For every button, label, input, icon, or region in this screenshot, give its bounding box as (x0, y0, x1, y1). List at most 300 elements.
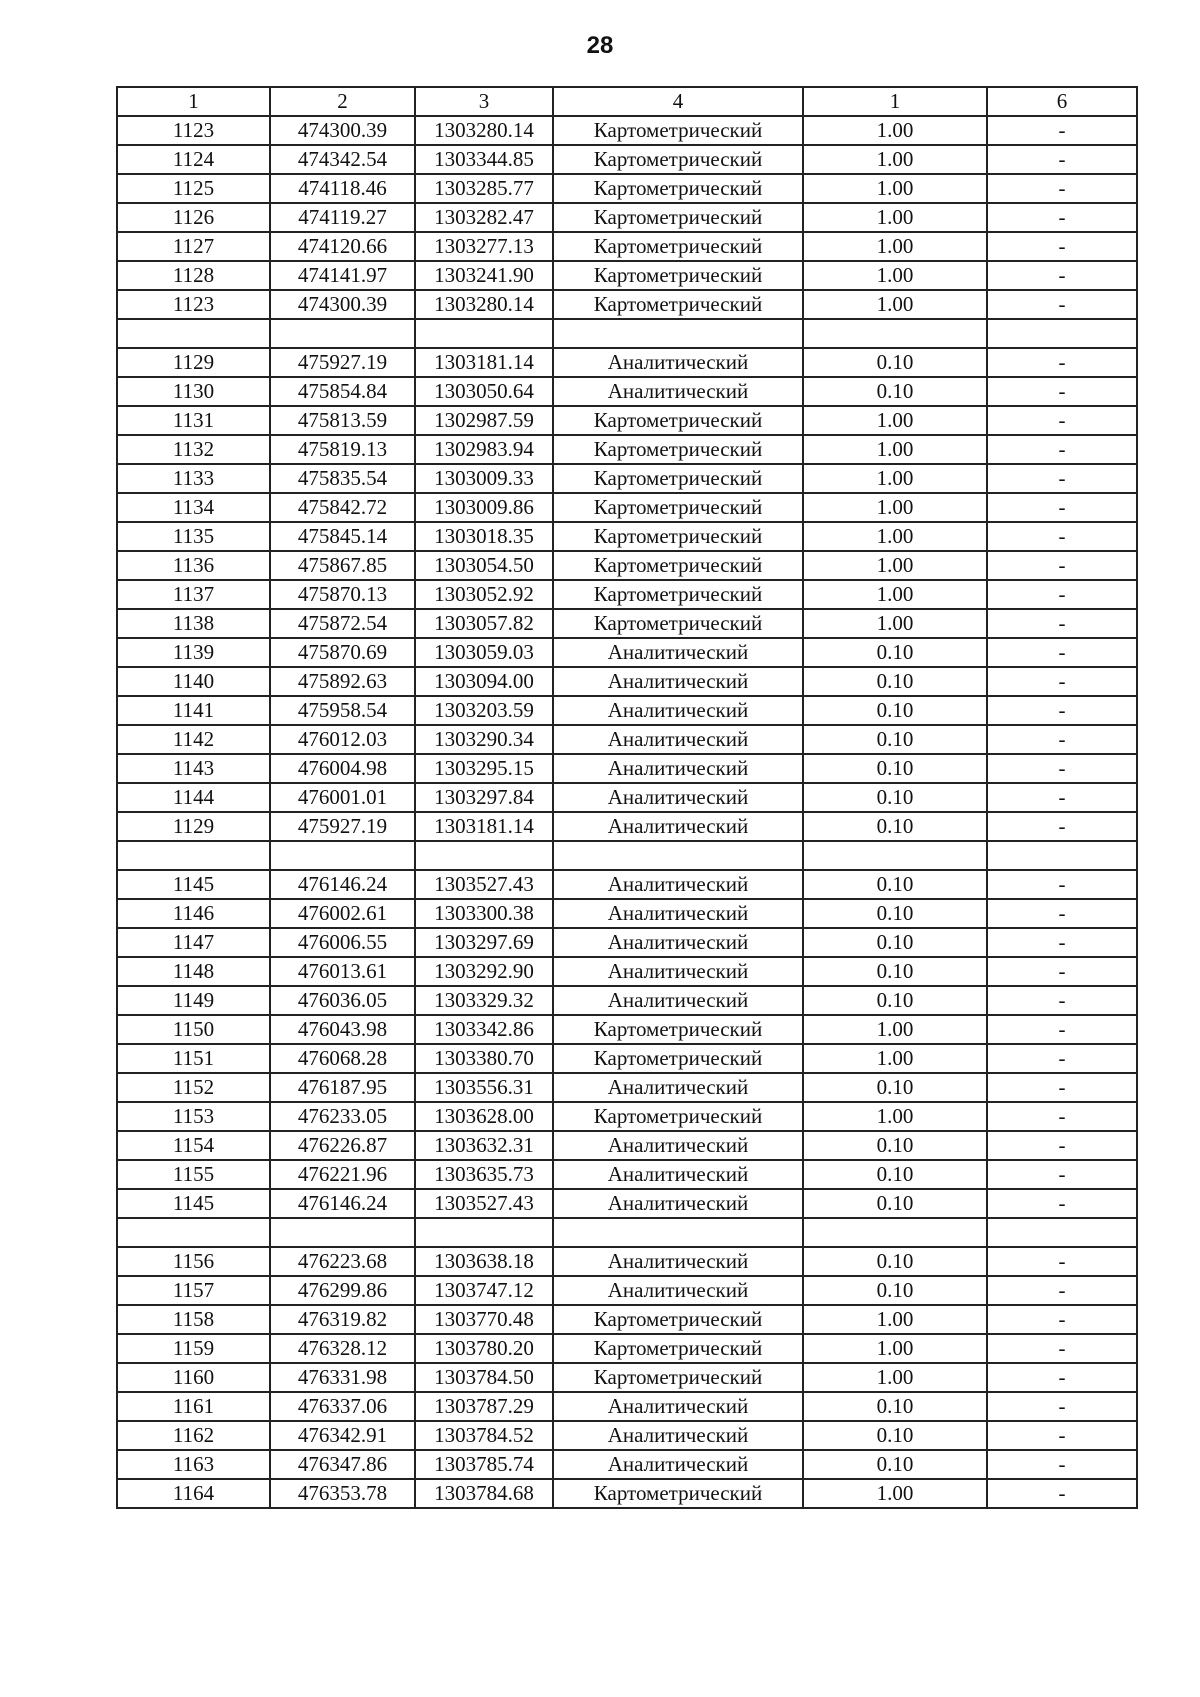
note-cell: - (987, 899, 1137, 928)
table-row (117, 261, 1137, 290)
x-coordinate-cell: 476233.05 (270, 1102, 415, 1131)
y-coordinate-cell: 1303181.14 (415, 812, 553, 841)
accuracy-cell (803, 841, 987, 870)
point-number-cell: 1158 (117, 1305, 270, 1334)
table-row (117, 232, 1137, 261)
method-cell: Картометрический (553, 232, 803, 261)
method-cell: Картометрический (553, 261, 803, 290)
point-number-cell: 1128 (117, 261, 270, 290)
x-coordinate-cell: 476299.86 (270, 1276, 415, 1305)
method-cell: Картометрический (553, 551, 803, 580)
table-row (117, 1160, 1137, 1189)
accuracy-cell: 1.00 (803, 1479, 987, 1508)
y-coordinate-cell (415, 841, 553, 870)
note-cell: - (987, 116, 1137, 145)
x-coordinate-cell: 476146.24 (270, 1189, 415, 1218)
note-cell: - (987, 174, 1137, 203)
table-row (117, 348, 1137, 377)
method-cell: Картометрический (553, 203, 803, 232)
table-row (117, 638, 1137, 667)
note-cell: - (987, 435, 1137, 464)
point-number-cell: 1136 (117, 551, 270, 580)
point-number-cell: 1164 (117, 1479, 270, 1508)
x-coordinate-cell (270, 1218, 415, 1247)
y-coordinate-cell: 1303203.59 (415, 696, 553, 725)
method-cell: Аналитический (553, 667, 803, 696)
y-coordinate-cell: 1303297.69 (415, 928, 553, 957)
method-cell: Аналитический (553, 1247, 803, 1276)
note-cell: - (987, 1160, 1137, 1189)
table-row (117, 696, 1137, 725)
method-cell: Картометрический (553, 522, 803, 551)
x-coordinate-cell: 476319.82 (270, 1305, 415, 1334)
table-row (117, 1247, 1137, 1276)
accuracy-cell: 1.00 (803, 464, 987, 493)
method-cell: Аналитический (553, 725, 803, 754)
note-cell: - (987, 957, 1137, 986)
table-row (117, 493, 1137, 522)
method-cell: Аналитический (553, 1160, 803, 1189)
point-number-cell: 1155 (117, 1160, 270, 1189)
y-coordinate-cell: 1303780.20 (415, 1334, 553, 1363)
note-cell: - (987, 812, 1137, 841)
table-row (117, 464, 1137, 493)
y-coordinate-cell: 1303784.50 (415, 1363, 553, 1392)
method-cell (553, 1218, 803, 1247)
method-cell: Аналитический (553, 783, 803, 812)
note-cell: - (987, 1189, 1137, 1218)
method-cell: Аналитический (553, 812, 803, 841)
accuracy-cell: 1.00 (803, 203, 987, 232)
accuracy-cell: 0.10 (803, 957, 987, 986)
note-cell: - (987, 522, 1137, 551)
x-coordinate-cell: 475819.13 (270, 435, 415, 464)
note-cell: - (987, 1334, 1137, 1363)
table-row (117, 116, 1137, 145)
point-number-cell: 1163 (117, 1450, 270, 1479)
method-cell: Аналитический (553, 1189, 803, 1218)
y-coordinate-cell: 1303094.00 (415, 667, 553, 696)
table-row (117, 870, 1137, 899)
y-coordinate-cell: 1303785.74 (415, 1450, 553, 1479)
note-cell: - (987, 1421, 1137, 1450)
point-number-cell: 1129 (117, 348, 270, 377)
accuracy-cell: 1.00 (803, 261, 987, 290)
note-cell: - (987, 986, 1137, 1015)
point-number-cell: 1153 (117, 1102, 270, 1131)
y-coordinate-cell: 1303635.73 (415, 1160, 553, 1189)
x-coordinate-cell: 476068.28 (270, 1044, 415, 1073)
accuracy-cell: 0.10 (803, 1189, 987, 1218)
table-row (117, 145, 1137, 174)
point-number-cell: 1146 (117, 899, 270, 928)
y-coordinate-cell: 1302987.59 (415, 406, 553, 435)
y-coordinate-cell: 1303280.14 (415, 290, 553, 319)
accuracy-cell (803, 1218, 987, 1247)
accuracy-cell: 0.10 (803, 1160, 987, 1189)
method-cell: Аналитический (553, 986, 803, 1015)
y-coordinate-cell (415, 319, 553, 348)
method-cell: Картометрический (553, 1102, 803, 1131)
accuracy-cell: 0.10 (803, 348, 987, 377)
note-cell: - (987, 783, 1137, 812)
point-number-cell: 1132 (117, 435, 270, 464)
table-row (117, 754, 1137, 783)
table-row (117, 1305, 1137, 1334)
note-cell: - (987, 870, 1137, 899)
column-header-4: 4 (553, 87, 803, 116)
note-cell: - (987, 232, 1137, 261)
column-header-5: 1 (803, 87, 987, 116)
table-row (117, 1189, 1137, 1218)
note-cell: - (987, 203, 1137, 232)
method-cell: Картометрический (553, 145, 803, 174)
accuracy-cell: 0.10 (803, 725, 987, 754)
table-row (117, 1363, 1137, 1392)
note-cell: - (987, 1392, 1137, 1421)
x-coordinate-cell: 476342.91 (270, 1421, 415, 1450)
point-number-cell: 1140 (117, 667, 270, 696)
y-coordinate-cell: 1303527.43 (415, 1189, 553, 1218)
y-coordinate-cell: 1303280.14 (415, 116, 553, 145)
note-cell: - (987, 290, 1137, 319)
point-number-cell: 1126 (117, 203, 270, 232)
point-number-cell: 1151 (117, 1044, 270, 1073)
accuracy-cell: 1.00 (803, 522, 987, 551)
y-coordinate-cell: 1303638.18 (415, 1247, 553, 1276)
point-number-cell: 1160 (117, 1363, 270, 1392)
accuracy-cell: 0.10 (803, 667, 987, 696)
note-cell: - (987, 377, 1137, 406)
x-coordinate-cell: 476013.61 (270, 957, 415, 986)
y-coordinate-cell: 1303628.00 (415, 1102, 553, 1131)
table-row (117, 377, 1137, 406)
table-row (117, 290, 1137, 319)
table-row (117, 986, 1137, 1015)
point-number-cell: 1162 (117, 1421, 270, 1450)
accuracy-cell: 1.00 (803, 435, 987, 464)
separator-row (117, 1218, 1137, 1247)
table-row (117, 1392, 1137, 1421)
x-coordinate-cell: 476331.98 (270, 1363, 415, 1392)
accuracy-cell: 0.10 (803, 812, 987, 841)
table-row (117, 435, 1137, 464)
x-coordinate-cell: 474342.54 (270, 145, 415, 174)
table-row (117, 1450, 1137, 1479)
accuracy-cell: 1.00 (803, 1044, 987, 1073)
y-coordinate-cell: 1303329.32 (415, 986, 553, 1015)
method-cell: Картометрический (553, 464, 803, 493)
y-coordinate-cell: 1303018.35 (415, 522, 553, 551)
y-coordinate-cell: 1303059.03 (415, 638, 553, 667)
note-cell: - (987, 551, 1137, 580)
method-cell: Картометрический (553, 609, 803, 638)
method-cell: Аналитический (553, 377, 803, 406)
note-cell: - (987, 928, 1137, 957)
note-cell: - (987, 261, 1137, 290)
page-number: 28 (586, 32, 614, 59)
x-coordinate-cell: 475872.54 (270, 609, 415, 638)
point-number-cell: 1137 (117, 580, 270, 609)
y-coordinate-cell: 1303009.86 (415, 493, 553, 522)
note-cell: - (987, 580, 1137, 609)
y-coordinate-cell: 1303747.12 (415, 1276, 553, 1305)
note-cell: - (987, 609, 1137, 638)
method-cell: Аналитический (553, 1421, 803, 1450)
accuracy-cell: 0.10 (803, 783, 987, 812)
point-number-cell: 1148 (117, 957, 270, 986)
point-number-cell: 1145 (117, 1189, 270, 1218)
accuracy-cell: 1.00 (803, 493, 987, 522)
note-cell: - (987, 1073, 1137, 1102)
note-cell: - (987, 145, 1137, 174)
accuracy-cell: 1.00 (803, 580, 987, 609)
accuracy-cell: 0.10 (803, 986, 987, 1015)
table-row (117, 725, 1137, 754)
accuracy-cell: 0.10 (803, 870, 987, 899)
table-row (117, 406, 1137, 435)
separator-row (117, 841, 1137, 870)
y-coordinate-cell: 1303380.70 (415, 1044, 553, 1073)
point-number-cell: 1145 (117, 870, 270, 899)
coordinates-table (116, 86, 1138, 1509)
y-coordinate-cell (415, 1218, 553, 1247)
point-number-cell: 1157 (117, 1276, 270, 1305)
point-number-cell: 1152 (117, 1073, 270, 1102)
note-cell: - (987, 1450, 1137, 1479)
method-cell: Картометрический (553, 580, 803, 609)
y-coordinate-cell: 1302983.94 (415, 435, 553, 464)
table-row (117, 928, 1137, 957)
table-row (117, 1334, 1137, 1363)
accuracy-cell: 0.10 (803, 1421, 987, 1450)
y-coordinate-cell: 1303277.13 (415, 232, 553, 261)
method-cell: Аналитический (553, 638, 803, 667)
accuracy-cell: 0.10 (803, 1131, 987, 1160)
table-row (117, 812, 1137, 841)
y-coordinate-cell: 1303054.50 (415, 551, 553, 580)
accuracy-cell: 0.10 (803, 1450, 987, 1479)
x-coordinate-cell: 474118.46 (270, 174, 415, 203)
column-header-1: 1 (117, 87, 270, 116)
point-number-cell (117, 319, 270, 348)
x-coordinate-cell: 475867.85 (270, 551, 415, 580)
table-row (117, 609, 1137, 638)
x-coordinate-cell: 476221.96 (270, 1160, 415, 1189)
accuracy-cell: 0.10 (803, 928, 987, 957)
x-coordinate-cell: 476012.03 (270, 725, 415, 754)
x-coordinate-cell: 476006.55 (270, 928, 415, 957)
y-coordinate-cell: 1303009.33 (415, 464, 553, 493)
note-cell: - (987, 1131, 1137, 1160)
note-cell (987, 841, 1137, 870)
x-coordinate-cell: 474120.66 (270, 232, 415, 261)
y-coordinate-cell: 1303295.15 (415, 754, 553, 783)
method-cell (553, 319, 803, 348)
accuracy-cell: 1.00 (803, 406, 987, 435)
x-coordinate-cell: 476004.98 (270, 754, 415, 783)
point-number-cell: 1150 (117, 1015, 270, 1044)
accuracy-cell: 1.00 (803, 145, 987, 174)
note-cell: - (987, 493, 1137, 522)
point-number-cell: 1139 (117, 638, 270, 667)
table-row (117, 522, 1137, 551)
y-coordinate-cell: 1303282.47 (415, 203, 553, 232)
accuracy-cell: 1.00 (803, 232, 987, 261)
note-cell: - (987, 638, 1137, 667)
method-cell: Картометрический (553, 1363, 803, 1392)
table-row (117, 551, 1137, 580)
accuracy-cell: 1.00 (803, 1305, 987, 1334)
point-number-cell: 1123 (117, 116, 270, 145)
column-header-3: 3 (415, 87, 553, 116)
x-coordinate-cell (270, 841, 415, 870)
point-number-cell: 1143 (117, 754, 270, 783)
x-coordinate-cell: 475813.59 (270, 406, 415, 435)
y-coordinate-cell: 1303290.34 (415, 725, 553, 754)
note-cell: - (987, 1363, 1137, 1392)
point-number-cell: 1133 (117, 464, 270, 493)
x-coordinate-cell: 476226.87 (270, 1131, 415, 1160)
note-cell (987, 1218, 1137, 1247)
table-row (117, 203, 1137, 232)
x-coordinate-cell: 476328.12 (270, 1334, 415, 1363)
x-coordinate-cell (270, 319, 415, 348)
table-row (117, 174, 1137, 203)
point-number-cell: 1127 (117, 232, 270, 261)
accuracy-cell: 0.10 (803, 1276, 987, 1305)
table-row (117, 899, 1137, 928)
y-coordinate-cell: 1303527.43 (415, 870, 553, 899)
method-cell: Картометрический (553, 435, 803, 464)
note-cell: - (987, 754, 1137, 783)
point-number-cell (117, 1218, 270, 1247)
note-cell: - (987, 348, 1137, 377)
y-coordinate-cell: 1303344.85 (415, 145, 553, 174)
x-coordinate-cell: 474300.39 (270, 290, 415, 319)
note-cell: - (987, 1479, 1137, 1508)
x-coordinate-cell: 475927.19 (270, 812, 415, 841)
note-cell: - (987, 406, 1137, 435)
accuracy-cell (803, 319, 987, 348)
table-row (117, 1131, 1137, 1160)
method-cell: Аналитический (553, 696, 803, 725)
method-cell: Картометрический (553, 1015, 803, 1044)
accuracy-cell: 0.10 (803, 754, 987, 783)
point-number-cell: 1159 (117, 1334, 270, 1363)
accuracy-cell: 1.00 (803, 174, 987, 203)
x-coordinate-cell: 476146.24 (270, 870, 415, 899)
y-coordinate-cell: 1303770.48 (415, 1305, 553, 1334)
table-row (117, 783, 1137, 812)
accuracy-cell: 1.00 (803, 1015, 987, 1044)
accuracy-cell: 0.10 (803, 377, 987, 406)
accuracy-cell: 1.00 (803, 290, 987, 319)
table-row (117, 1073, 1137, 1102)
note-cell: - (987, 1276, 1137, 1305)
x-coordinate-cell: 474141.97 (270, 261, 415, 290)
point-number-cell: 1138 (117, 609, 270, 638)
method-cell: Аналитический (553, 1131, 803, 1160)
column-header-2: 2 (270, 87, 415, 116)
y-coordinate-cell: 1303050.64 (415, 377, 553, 406)
method-cell: Аналитический (553, 1450, 803, 1479)
accuracy-cell: 1.00 (803, 1102, 987, 1131)
method-cell: Картометрический (553, 1305, 803, 1334)
accuracy-cell: 0.10 (803, 899, 987, 928)
x-coordinate-cell: 475835.54 (270, 464, 415, 493)
y-coordinate-cell: 1303285.77 (415, 174, 553, 203)
accuracy-cell: 1.00 (803, 1363, 987, 1392)
table-body (117, 116, 1137, 1508)
point-number-cell: 1156 (117, 1247, 270, 1276)
x-coordinate-cell: 475870.13 (270, 580, 415, 609)
accuracy-cell: 1.00 (803, 551, 987, 580)
x-coordinate-cell: 476187.95 (270, 1073, 415, 1102)
x-coordinate-cell: 476223.68 (270, 1247, 415, 1276)
note-cell: - (987, 1102, 1137, 1131)
method-cell: Картометрический (553, 493, 803, 522)
y-coordinate-cell: 1303300.38 (415, 899, 553, 928)
point-number-cell: 1124 (117, 145, 270, 174)
accuracy-cell: 0.10 (803, 1247, 987, 1276)
x-coordinate-cell: 475958.54 (270, 696, 415, 725)
method-cell: Аналитический (553, 870, 803, 899)
method-cell: Картометрический (553, 290, 803, 319)
note-cell: - (987, 667, 1137, 696)
y-coordinate-cell: 1303342.86 (415, 1015, 553, 1044)
accuracy-cell: 0.10 (803, 696, 987, 725)
table-row (117, 1102, 1137, 1131)
method-cell: Аналитический (553, 1276, 803, 1305)
point-number-cell: 1147 (117, 928, 270, 957)
x-coordinate-cell: 474119.27 (270, 203, 415, 232)
y-coordinate-cell: 1303784.68 (415, 1479, 553, 1508)
table-header (117, 87, 1137, 116)
method-cell: Картометрический (553, 1479, 803, 1508)
table-row (117, 1479, 1137, 1508)
note-cell: - (987, 1247, 1137, 1276)
point-number-cell: 1154 (117, 1131, 270, 1160)
point-number-cell: 1134 (117, 493, 270, 522)
x-coordinate-cell: 475854.84 (270, 377, 415, 406)
point-number-cell: 1125 (117, 174, 270, 203)
x-coordinate-cell: 475892.63 (270, 667, 415, 696)
note-cell: - (987, 464, 1137, 493)
method-cell: Аналитический (553, 928, 803, 957)
accuracy-cell: 0.10 (803, 638, 987, 667)
x-coordinate-cell: 475870.69 (270, 638, 415, 667)
point-number-cell: 1123 (117, 290, 270, 319)
y-coordinate-cell: 1303292.90 (415, 957, 553, 986)
x-coordinate-cell: 476036.05 (270, 986, 415, 1015)
y-coordinate-cell: 1303556.31 (415, 1073, 553, 1102)
separator-row (117, 319, 1137, 348)
method-cell (553, 841, 803, 870)
note-cell: - (987, 1015, 1137, 1044)
x-coordinate-cell: 476353.78 (270, 1479, 415, 1508)
method-cell: Картометрический (553, 116, 803, 145)
table-row (117, 1044, 1137, 1073)
y-coordinate-cell: 1303181.14 (415, 348, 553, 377)
x-coordinate-cell: 476002.61 (270, 899, 415, 928)
table-row (117, 667, 1137, 696)
column-header-6: 6 (987, 87, 1137, 116)
note-cell (987, 319, 1137, 348)
x-coordinate-cell: 475927.19 (270, 348, 415, 377)
method-cell: Аналитический (553, 899, 803, 928)
table-row (117, 1015, 1137, 1044)
